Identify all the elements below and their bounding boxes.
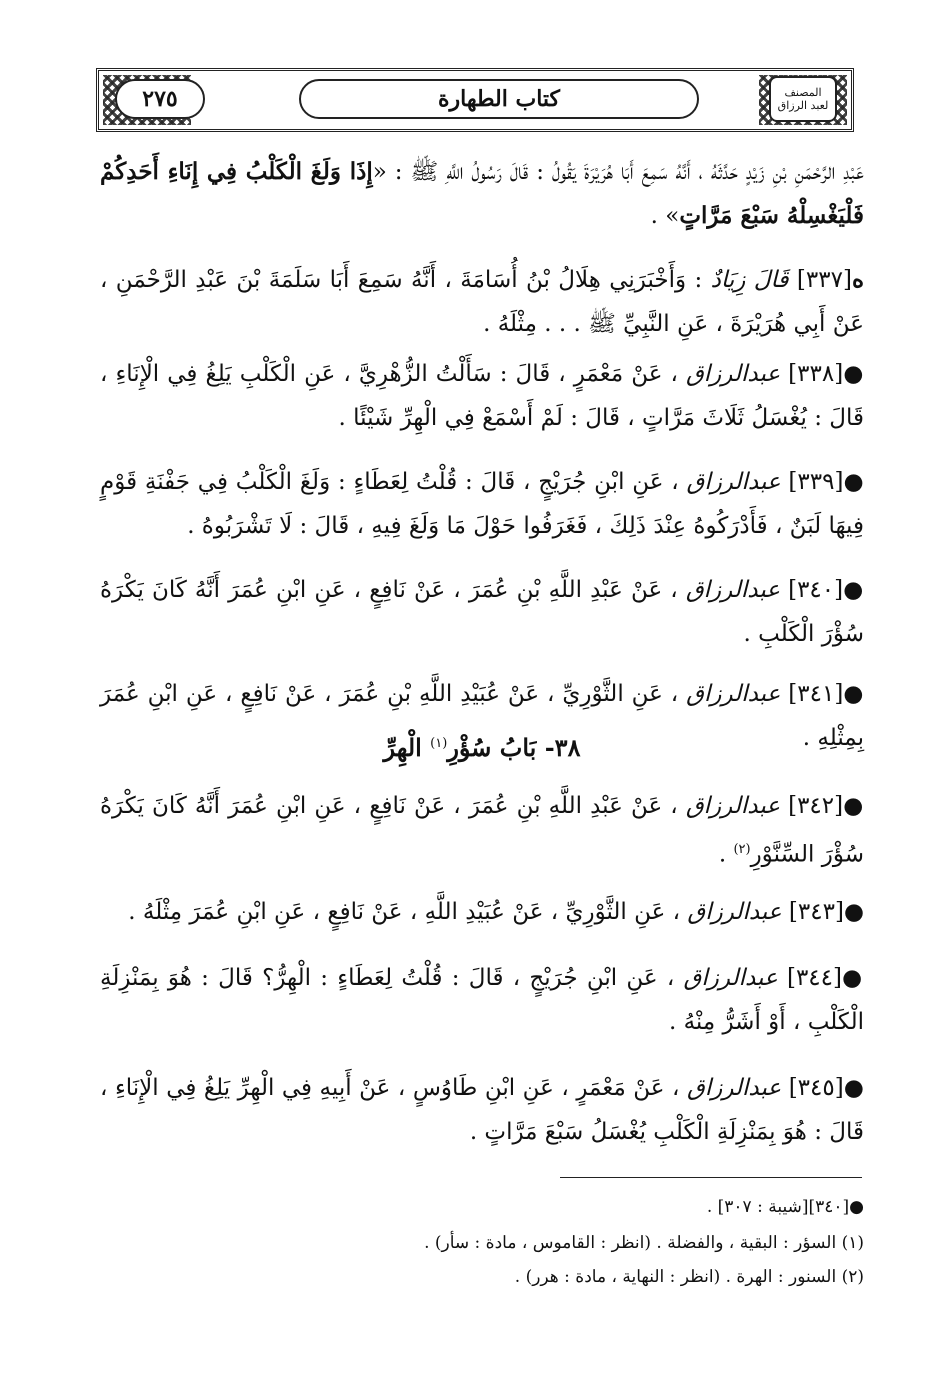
hadith-number: [٣٤٠] [788, 577, 844, 603]
hadith-339: ●[٣٣٩] عبدالرزاق ، عَنِ ابْنِ جُرَيْجٍ ، قَالَ : قُلْتُ لِعَطَاءٍ : وَلَغَ الْكَلْبُ فِي جَفْنَةِ قَوْمٍ فِيهَا لَبَنٌ ، فَأَدْرَكُوهُ عِنْدَ ذَلِكَ ، فَغَرَفُوا حَوْلَ مَا وَلَغَ فِيهِ ، قَالَ : لَا تَشْرَبُوهُ . [100, 468, 864, 539]
hadith-number: [٣٣٩] [788, 469, 844, 495]
page-number: ٢٧٥ [115, 79, 205, 119]
running-header [96, 68, 854, 132]
footnote-divider [560, 1177, 862, 1178]
hadith-343: ●[٣٤٣] عبدالرزاق ، عَنِ الثَّوْرِيِّ ، عَنْ عُبَيْدِ اللَّهِ ، عَنْ نَافِعٍ ، عَنِ ابْنِ عُمَرَ مِثْلَهُ . [128, 898, 864, 925]
narrator: عبدالرزاق [685, 793, 780, 819]
hadith-342: ●[٣٤٢] عبدالرزاق ، عَنْ عَبْدِ اللَّهِ بْنِ عُمَرَ ، عَنْ نَافِعٍ ، عَنِ ابْنِ عُمَرَ أَنَّهُ كَانَ يَكْرَهُ سُؤْرَ السِّنَّوْرِ$^{(٢)}$ . [100, 792, 864, 868]
hadith-continuation: عَبْدِ الرَّحْمَنِ بْنِ زَيْدٍ حَدَّثَهُ ، أَنَّهُ سَمِعَ أَبَا هُرَيْرَةَ يَقُولُ : قَالَ رَسُولُ اللَّهِ ﷺ : «إِذَا وَلَغَ الْكَلْبُ فِي إِنَاءِ أَحَدِكُمْ فَلْيَغْسِلْهُ سَبْعَ مَرَّاتٍ» . [100, 158, 864, 229]
logo-line-1: المصنف [784, 86, 822, 99]
footnote-ref: (٢) [733, 842, 751, 857]
footnote-source: ●[٣٤٠][شيبة : ٣٠٧] . [706, 1197, 864, 1217]
hadith-number: [٣٤٣] [788, 899, 844, 925]
hadith-number: [٣٤٥] [788, 1075, 844, 1101]
hadith-number: [٣٣٧] [796, 267, 852, 293]
hadith-number: [٣٤٤] [786, 965, 842, 991]
hadith-341: ●[٣٤١] عبدالرزاق ، عَنِ الثَّوْرِيِّ ، عَنْ عُبَيْدِ اللَّهِ بْنِ عُمَرَ ، عَنْ نَافِعٍ ، عَنِ ابْنِ عُمَرَ بِمِثْلِهِ . [100, 680, 864, 751]
chapter-heading: ٣٨- بَابُ سُؤْرِ$^{(١)}$ الْهِرِّ [383, 733, 581, 762]
footnote-ref: (١) [430, 736, 448, 751]
narrator: عبدالرزاق [683, 965, 778, 991]
narrator: عبدالرزاق [687, 899, 782, 925]
hadith-337: ه[٣٣٧] قَالَ زِيَادٌ : وَأَخْبَرَنِي هِلَالُ بْنُ أُسَامَةَ ، أَنَّهُ سَمِعَ أَبَا سَلَمَةَ بْنَ عَبْدِ الرَّحْمَنِ ، عَنْ أَبِي هُرَيْرَةَ ، عَنِ النَّبِيِّ ﷺ . . . مِثْلَهُ . [100, 266, 864, 337]
footnote-1: (١) السؤر : البقية ، والفضلة . (انظر : القاموس ، مادة : سأر) . [424, 1233, 864, 1253]
hadith-number: [٣٣٨] [788, 361, 844, 387]
narrator: عبدالرزاق [686, 681, 781, 707]
prophetic-text: إِذَا وَلَغَ الْكَلْبُ فِي إِنَاءِ أَحَدِكُمْ فَلْيَغْسِلْهُ سَبْعَ مَرَّاتٍ [100, 158, 864, 229]
publisher-logo [769, 76, 837, 122]
footnote-2: (٢) السنور : الهرة . (انظر : النهاية ، مادة : هرر) . [514, 1267, 864, 1287]
hadith-345: ●[٣٤٥] عبدالرزاق ، عَنْ مَعْمَرٍ ، عَنِ ابْنِ طَاوُسٍ ، عَنْ أَبِيهِ فِي الْهِرِّ يَلِغُ فِي الْإِنَاءِ ، قَالَ : هُوَ بِمَنْزِلَةِ الْكَلْبِ يُغْسَلُ سَبْعَ مَرَّاتٍ . [100, 1074, 864, 1145]
hadith-number: [٣٤١] [788, 681, 844, 707]
logo-line-2: لعبد الرزاق [777, 99, 829, 112]
narrator: عبدالرزاق [685, 577, 780, 603]
hadith-344: ●[٣٤٤] عبدالرزاق ، عَنِ ابْنِ جُرَيْجٍ ، قَالَ : قُلْتُ لِعَطَاءٍ : الْهِرُّ؟ قَالَ : هُوَ بِمَنْزِلَةِ الْكَلْبِ ، أَوْ أَشَرُّ مِنْهُ . [100, 964, 865, 1035]
hadith-number: [٣٤٢] [788, 793, 844, 819]
narrator: قَالَ زِيَادٌ [710, 267, 789, 293]
hadith-340: ●[٣٤٠] عبدالرزاق ، عَنْ عَبْدِ اللَّهِ بْنِ عُمَرَ ، عَنْ نَافِعٍ ، عَنِ ابْنِ عُمَرَ أَنَّهُ كَانَ يَكْرَهُ سُؤْرَ الْكَلْبِ . [100, 576, 864, 647]
book-title: كتاب الطهارة [299, 79, 699, 119]
narrator: عبدالرزاق [686, 469, 781, 495]
hadith-338: ●[٣٣٨] عبدالرزاق ، عَنْ مَعْمَرٍ ، قَالَ : سَأَلْتُ الزُّهْرِيَّ ، عَنِ الْكَلْبِ يَلِغُ فِي الْإِنَاءِ ، قَالَ : يُغْسَلُ ثَلَاثَ مَرَّاتٍ ، قَالَ : لَمْ أَسْمَعْ فِي الْهِرِّ شَيْئًا . [100, 360, 864, 431]
narrator: عبدالرزاق [686, 1075, 782, 1101]
narrator: عبدالرزاق [685, 361, 781, 387]
